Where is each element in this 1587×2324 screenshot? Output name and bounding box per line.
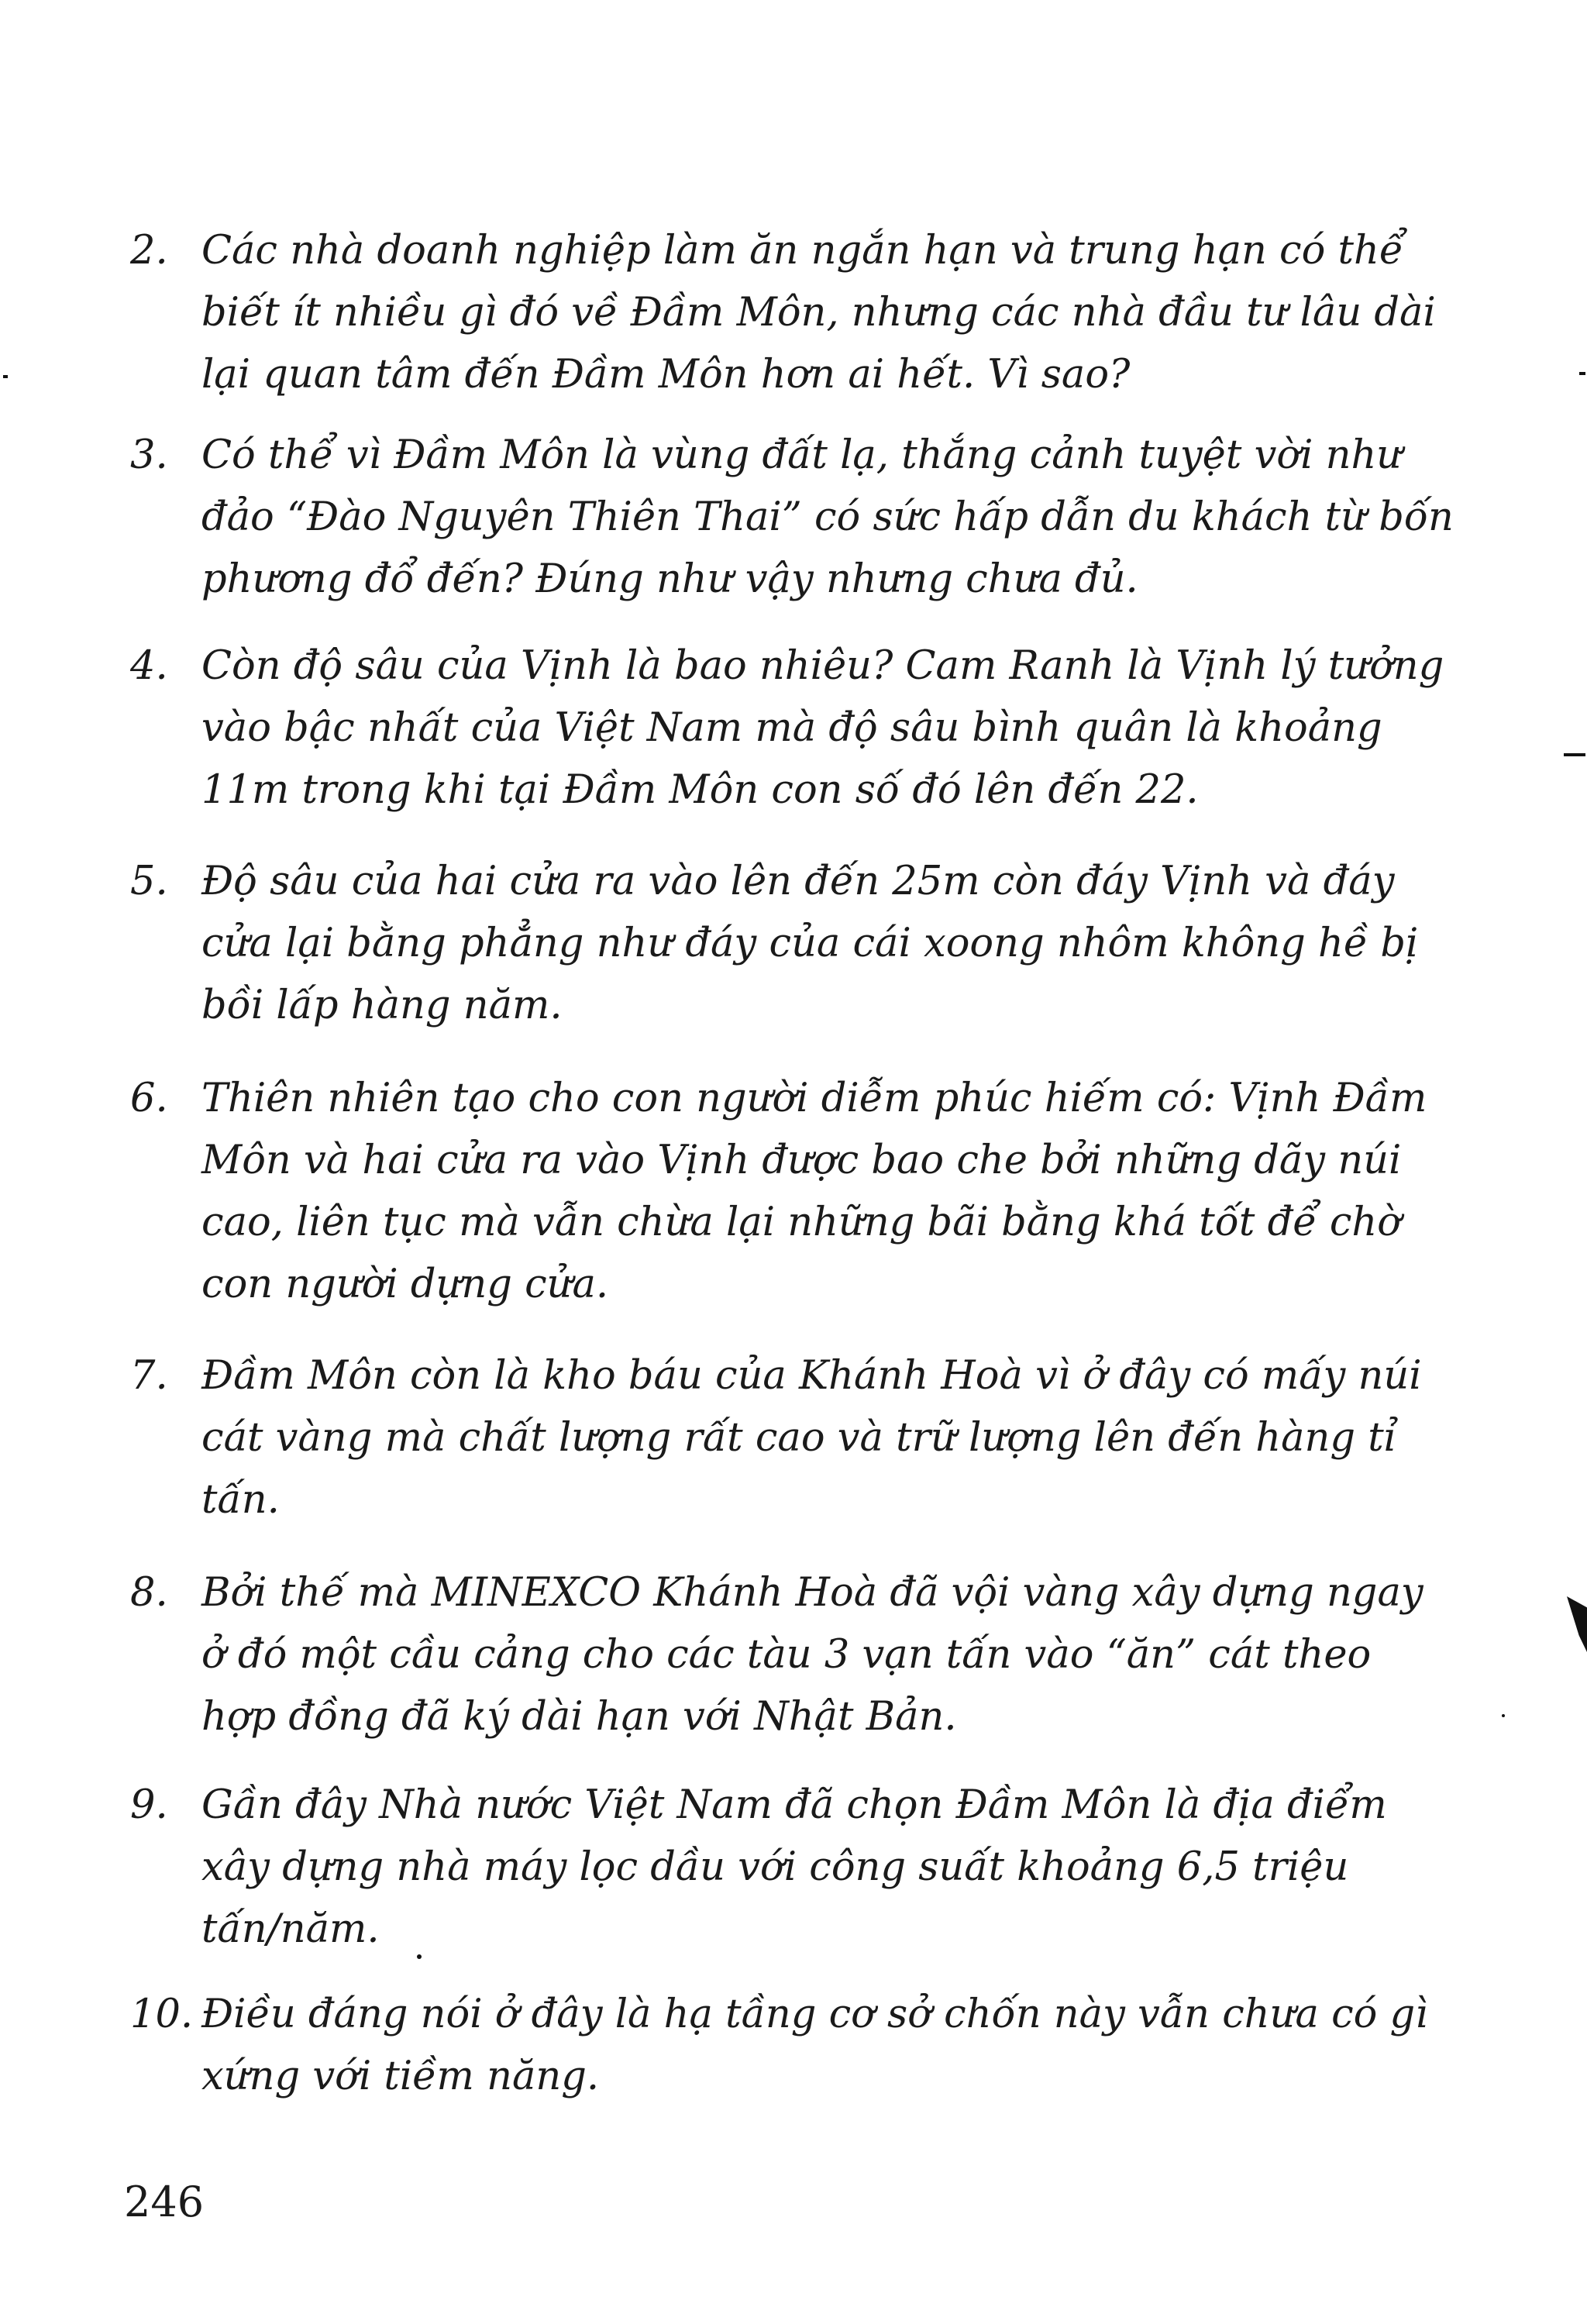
list-item-text: Độ sâu của hai cửa ra vào lên đến 25m còn đáy Vịnh và đáy cửa lại bằng phẳng như đáy của cái xoong nhôm không hề bị bồi lấp hàng năm. xyxy=(201,859,1419,1028)
scan-speck xyxy=(1502,1714,1505,1717)
list-item-text: Các nhà doanh nghiệp làm ăn ngắn hạn và trung hạn có thể biết ít nhiều gì đó về Đầm Môn, nhưng các nhà đầu tư lâu dài lại quan tâm đến Đầm Môn hơn ai hết. Vì sao? xyxy=(201,228,1436,398)
list-item-text: Còn độ sâu của Vịnh là bao nhiêu? Cam Ranh là Vịnh lý tưởng vào bậc nhất của Việt Nam mà độ sâu bình quân là khoảng 11m trong khi tại Đầm Môn con số đó lên đến 22. xyxy=(201,643,1444,813)
list-item-text: Có thể vì Đầm Môn là vùng đất lạ, thắng cảnh tuyệt vời như đảo “Đào Nguyên Thiên Thai” có sức hấp dẫn du khách từ bốn phương đổ đến? Đúng như vậy nhưng chưa đủ. xyxy=(201,432,1454,602)
list-item-number: 4. xyxy=(130,643,168,689)
list-item-number: 3. xyxy=(130,432,168,478)
scan-speck xyxy=(1579,372,1585,375)
list-item-number: 5. xyxy=(130,859,168,904)
list-item-text: Điều đáng nói ở đây là hạ tầng cơ sở chốn này vẫn chưa có gì xứng với tiềm năng. xyxy=(201,1992,1428,2099)
list-item-text: Bởi thế mà MINEXCO Khánh Hoà đã vội vàng xây dựng ngay ở đó một cầu cảng cho các tàu 3 vạn tấn vào “ăn” cát theo hợp đồng đã ký dài hạn với Nhật Bản. xyxy=(201,1570,1423,1740)
scan-blot xyxy=(1567,1596,1587,1652)
list-item-number: 7. xyxy=(130,1353,168,1399)
scan-speck xyxy=(3,375,8,378)
list-item-number: 9. xyxy=(130,1782,168,1828)
list-item-number: 10. xyxy=(130,1992,194,2037)
list-item-number: 6. xyxy=(130,1076,168,1121)
list-item-text: Thiên nhiên tạo cho con người diễm phúc hiếm có: Vịnh Đầm Môn và hai cửa ra vào Vịnh được bao che bởi những dãy núi cao, liên tục mà vẫn chừa lại những bãi bằng khá tốt để chờ con người dựng cửa. xyxy=(201,1076,1427,1307)
list-item-number: 8. xyxy=(130,1570,168,1616)
scan-speck xyxy=(417,1954,422,1959)
list-item-text: Đầm Môn còn là kho báu của Khánh Hoà vì ở đây có mấy núi cát vàng mà chất lượng rất cao và trữ lượng lên đến hàng tỉ tấn. xyxy=(201,1353,1422,1523)
list-item-number: 2. xyxy=(130,228,168,274)
page-number: 246 xyxy=(124,2178,205,2226)
list-item-text: Gần đây Nhà nước Việt Nam đã chọn Đầm Môn là địa điểm xây dựng nhà máy lọc dầu với công suất khoảng 6,5 triệu tấn/năm. xyxy=(201,1782,1387,1952)
scan-speck xyxy=(1564,753,1585,756)
